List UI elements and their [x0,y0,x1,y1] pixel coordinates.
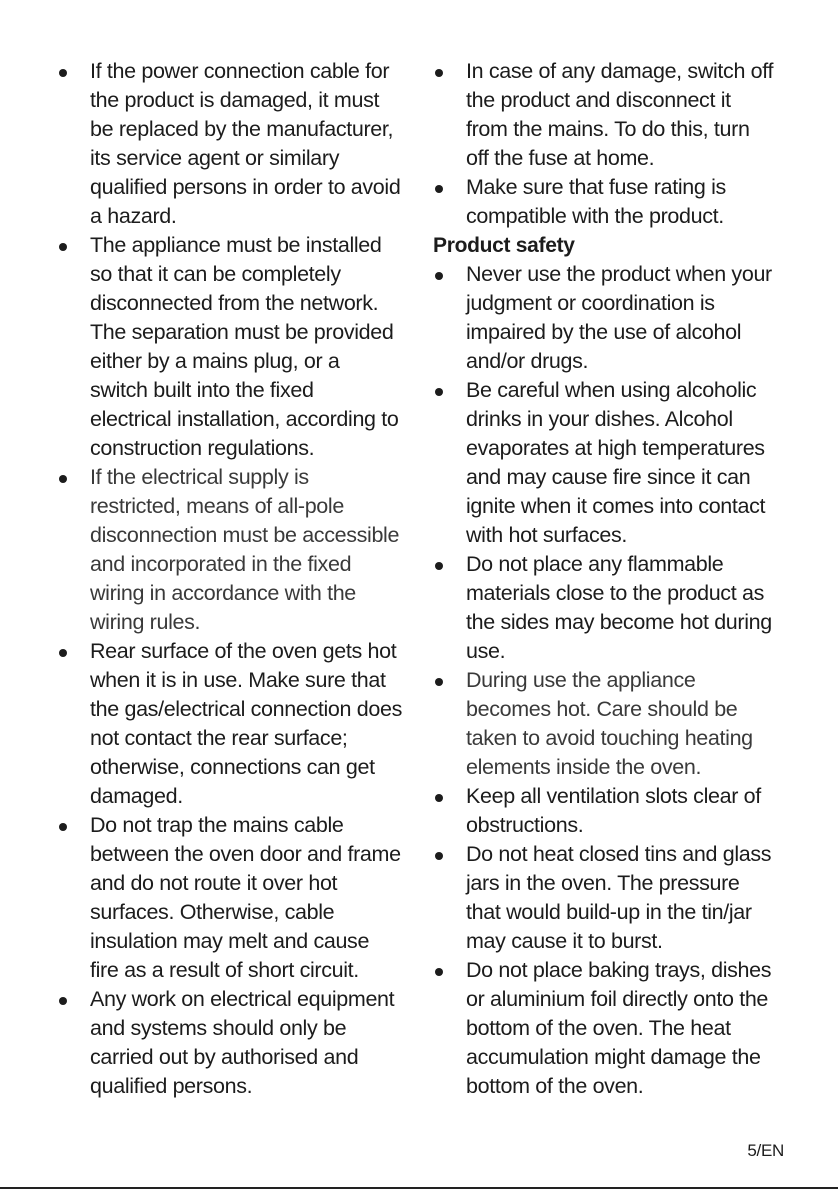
bullet-item [433,782,805,840]
left-column [57,57,427,1101]
text-line: ignite when it comes into contact [466,494,766,518]
text-line: that would build-up in the tin/jar [466,900,752,924]
text-line: obstructions. [466,813,584,837]
text-line: may cause it to burst. [466,929,663,953]
text-line: disconnected from the network. [90,291,379,315]
text-line: jars in the oven. The pressure [466,871,740,895]
bullet-item [433,550,805,666]
text-line: accumulation might damage the [466,1045,761,1069]
text-line: construction regulations. [90,436,315,460]
bullet-item [57,985,427,1101]
bullet-text [466,376,805,550]
text-line: elements inside the oven. [466,755,702,779]
text-line: wiring rules. [90,610,201,634]
bullet-item [433,956,805,1101]
text-line: and/or drugs. [466,349,589,373]
text-line: Keep all ventilation slots clear of [466,784,761,808]
text-line: If the power connection cable for [90,59,390,83]
text-line: wiring in accordance with the [90,581,356,605]
left-bullet-list [57,57,427,1101]
text-line: qualified persons. [90,1074,253,1098]
text-line: use. [466,639,506,663]
text-line: insulation may melt and cause [90,929,370,953]
text-line: The appliance must be installed [90,233,382,257]
right-column [433,57,805,1101]
text-line: when it is in use. Make sure that [90,668,386,692]
bullet-text [90,637,427,811]
text-line: and may cause fire since it can [466,465,751,489]
text-line: its service agent or similary [90,146,340,170]
text-line: the gas/electrical connection does [90,697,402,721]
text-line: electrical installation, according to [90,407,399,431]
text-line: carried out by authorised and [90,1045,359,1069]
text-line: and do not route it over hot [90,871,338,895]
text-line: the sides may become hot during [466,610,772,634]
bullet-text [466,956,805,1101]
bullet-text [466,782,805,840]
bullet-text [466,173,805,231]
page-number: 5/EN [747,1141,784,1160]
text-line: judgment or coordination is [466,291,715,315]
text-line: so that it can be completely [90,262,341,286]
text-line: evaporates at high temperatures [466,436,765,460]
text-line: During use the appliance [466,668,696,692]
bullet-item [57,637,427,811]
text-line: the product is damaged, it must [90,88,380,112]
text-line: bottom of the oven. [466,1074,644,1098]
text-line: switch built into the fixed [90,378,314,402]
text-line: Do not trap the mains cable [90,813,344,837]
section-heading-product-safety: Product safety [433,234,575,257]
bullet-text [90,463,427,637]
bullet-item [433,57,805,173]
bullet-text [466,666,805,782]
bullet-text [466,550,805,666]
text-line: damaged. [90,784,183,808]
bullet-item [433,376,805,550]
text-line: the product and disconnect it [466,88,731,112]
text-line: from the mains. To do this, turn [466,117,750,141]
text-line: Do not place baking trays, dishes [466,958,772,982]
text-line: restricted, means of all-pole [90,494,344,518]
text-line: not contact the rear surface; [90,726,348,750]
text-line: Make sure that fuse rating is [466,175,726,199]
text-line: be replaced by the manufacturer, [90,117,394,141]
text-line: Any work on electrical equipment [90,987,395,1011]
text-line: a hazard. [90,204,177,228]
text-line: Never use the product when your [466,262,772,286]
bullet-text [466,57,805,173]
bullet-text [90,811,427,985]
text-line: off the fuse at home. [466,146,655,170]
bullet-item [57,231,427,463]
footer-divider [0,1187,838,1189]
text-line: compatible with the product. [466,204,724,228]
right-bullet-list-top [433,57,805,231]
text-line: surfaces. Otherwise, cable [90,900,335,924]
text-line: and systems should only be [90,1016,347,1040]
text-line: otherwise, connections can get [90,755,375,779]
bullet-item [57,57,427,231]
text-line: Rear surface of the oven gets hot [90,639,397,663]
text-line: with hot surfaces. [466,523,627,547]
text-line: materials close to the product as [466,581,764,605]
text-line: fire as a result of short circuit. [90,958,359,982]
text-line: drinks in your dishes. Alcohol [466,407,733,431]
bullet-item [57,811,427,985]
bullet-item [433,840,805,956]
text-line: If the electrical supply is [90,465,309,489]
text-line: The separation must be provided [90,320,394,344]
bullet-item [57,463,427,637]
text-line: Do not heat closed tins and glass [466,842,772,866]
bullet-item [433,260,805,376]
text-line: disconnection must be accessible [90,523,400,547]
right-bullet-list-product-safety [433,260,805,1101]
text-line: or aluminium foil directly onto the [466,987,769,1011]
text-line: Be careful when using alcoholic [466,378,757,402]
text-line: becomes hot. Care should be [466,697,738,721]
bullet-text [90,231,427,463]
text-line: bottom of the oven. The heat [466,1016,731,1040]
text-line: taken to avoid touching heating [466,726,753,750]
text-line: qualified persons in order to avoid [90,175,401,199]
text-line: Do not place any flammable [466,552,724,576]
text-line: and incorporated in the fixed [90,552,352,576]
bullet-item [433,666,805,782]
bullet-text [466,840,805,956]
text-line: between the oven door and frame [90,842,401,866]
text-line: impaired by the use of alcohol [466,320,742,344]
bullet-item [433,173,805,231]
text-line: either by a mains plug, or a [90,349,340,373]
bullet-text [466,260,805,376]
text-line: In case of any damage, switch off [466,59,774,83]
bullet-text [90,985,427,1101]
bullet-text [90,57,427,231]
